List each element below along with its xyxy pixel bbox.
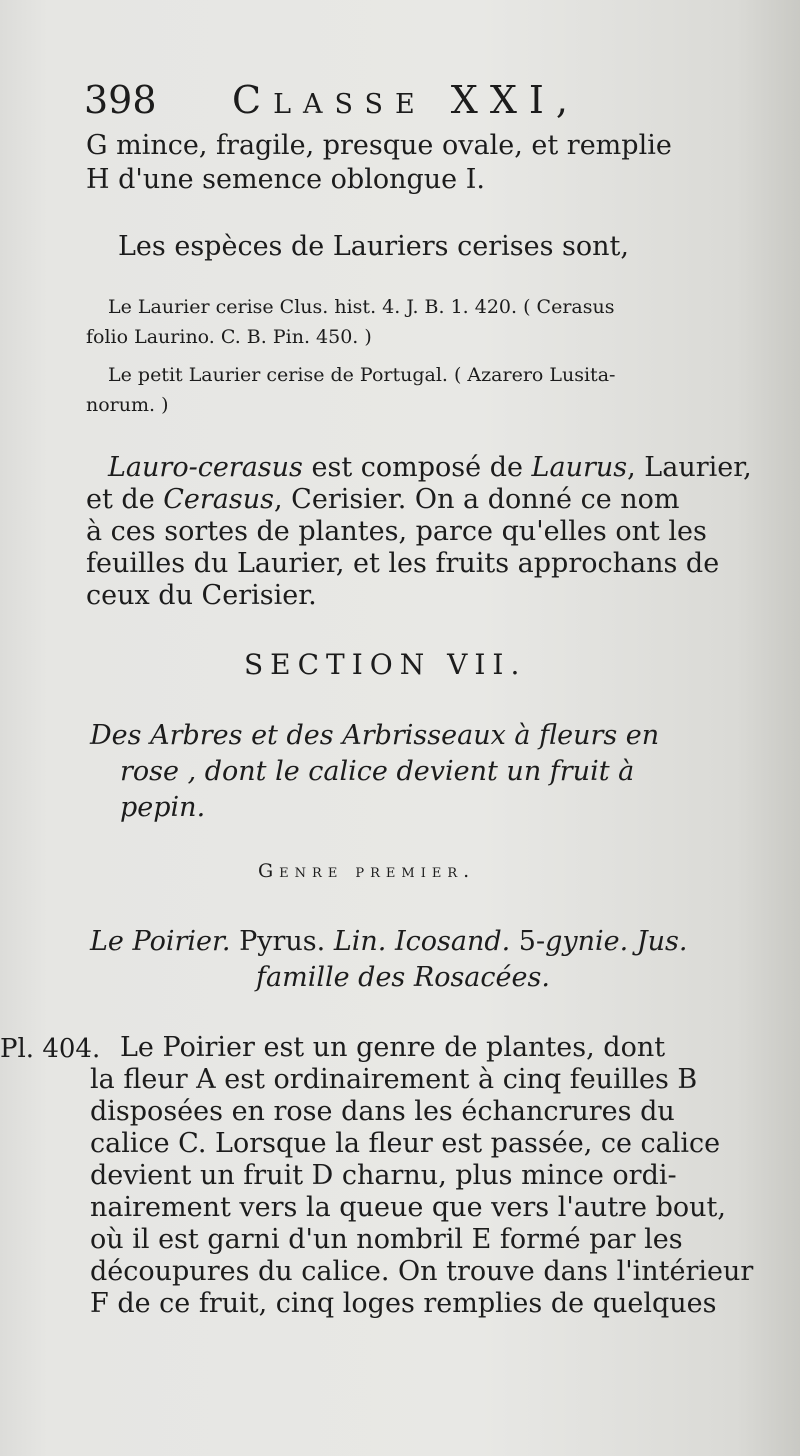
- species-heading: Les espèces de Lauriers cerises sont,: [118, 231, 629, 262]
- running-head: [84, 78, 724, 128]
- etymology-line5: ceux du Cerisier.: [86, 580, 317, 611]
- etym-text-1: est composé de: [302, 452, 532, 483]
- etymology-line1: [108, 452, 752, 483]
- species1-line1: Le Laurier cerise Clus. hist. 4. J. B. 1. 420. ( Cerasus: [108, 296, 615, 318]
- para1-line1: G mince, fragile, presque ovale, et remplie: [86, 130, 672, 161]
- section-desc-line3: pepin.: [120, 792, 206, 823]
- poirier-title-line1: [90, 926, 687, 957]
- gynie-prefix: 5-: [510, 926, 546, 957]
- etymology-line3: à ces sortes de plantes, parce qu'elles ont les: [86, 516, 707, 547]
- species2-line2: norum. ): [86, 394, 169, 416]
- poirier-name: Le Poirier.: [90, 926, 231, 957]
- page-number: 398: [84, 78, 157, 122]
- linnaeus-ref: Lin. Icosand.: [333, 926, 511, 957]
- description-line5: devient un fruit D charnu, plus mince ordi-: [90, 1160, 677, 1191]
- species1-line2: folio Laurino. C. B. Pin. 450. ): [86, 326, 372, 348]
- class-title: Classe XXI,: [232, 78, 581, 122]
- description-line9: F de ce fruit, cinq loges remplies de quelques: [90, 1288, 717, 1319]
- description-line4: calice C. Lorsque la fleur est passée, ce calice: [90, 1128, 721, 1159]
- gynie-jus: gynie. Jus.: [545, 926, 688, 957]
- laurus-term: Laurus: [531, 452, 628, 483]
- description-line8: découpures du calice. On trouve dans l'intérieur: [90, 1256, 754, 1287]
- etymology-line4: feuilles du Laurier, et les fruits approchans de: [86, 548, 720, 579]
- genre-title: Genre premier.: [258, 860, 476, 882]
- pyrus-name: Pyrus.: [230, 926, 334, 957]
- etym-text-3: et de: [86, 484, 164, 515]
- poirier-title-line2: famille des Rosacées.: [256, 962, 550, 993]
- plate-reference: Pl. 404.: [0, 1034, 101, 1064]
- section-desc-line2: rose , dont le calice devient un fruit à: [120, 756, 635, 787]
- lauro-cerasus-term: Lauro-cerasus: [108, 452, 303, 483]
- etymology-line2: [86, 484, 680, 515]
- para1-line2: H d'une semence oblongue I.: [86, 164, 485, 195]
- description-line1: Le Poirier est un genre de plantes, dont: [120, 1032, 666, 1063]
- description-line6: nairement vers la queue que vers l'autre bout,: [90, 1192, 726, 1223]
- species2-line1: Le petit Laurier cerise de Portugal. ( Azarero Lusita-: [108, 364, 616, 386]
- section-desc-line1: Des Arbres et des Arbrisseaux à fleurs en: [90, 720, 660, 751]
- section-title: SECTION VII.: [244, 648, 527, 681]
- description-line2: la fleur A est ordinairement à cinq feuilles B: [90, 1064, 698, 1095]
- etym-text-2: , Laurier,: [627, 452, 752, 483]
- cerasus-term: Cerasus: [163, 484, 275, 515]
- description-line7: où il est garni d'un nombril E formé par les: [90, 1224, 683, 1255]
- etym-text-4: , Cerisier. On a donné ce nom: [274, 484, 680, 515]
- description-line3: disposées en rose dans les échancrures du: [90, 1096, 675, 1127]
